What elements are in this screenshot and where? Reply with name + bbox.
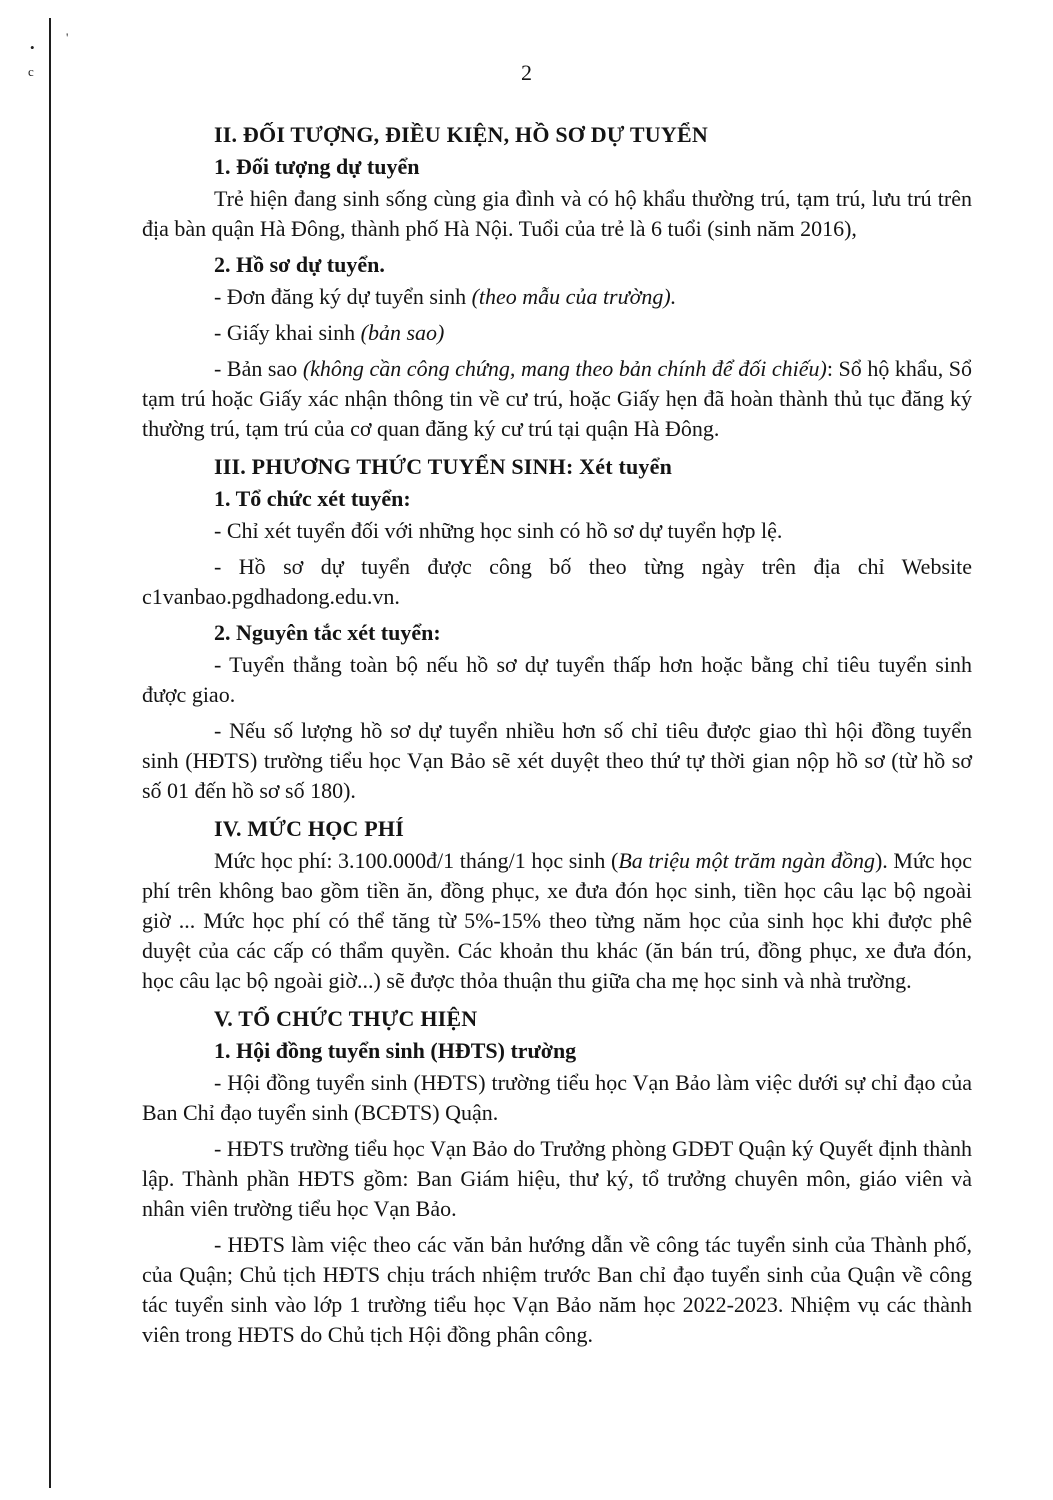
page-number: 2	[521, 60, 532, 85]
list-item: - Hồ sơ dự tuyển được công bố theo từng ngày trên địa chỉ Website c1vanbao.pgdhadong.edu.vn.	[142, 554, 972, 609]
list-item: - Giấy khai sinh (bản sao)	[214, 320, 445, 345]
list-item: - Đơn đăng ký dự tuyển sinh (theo mẫu của trường).	[214, 284, 677, 309]
margin-mark: •	[30, 40, 35, 55]
list-item: - Hội đồng tuyển sinh (HĐTS) trường tiểu học Vạn Bảo làm việc dưới sự chỉ đạo của Ban Chỉ đạo tuyển sinh (BCĐTS) Quận.	[142, 1070, 972, 1125]
margin-mark: '	[66, 30, 69, 45]
list-item: - HĐTS trường tiểu học Vạn Bảo do Trưởng phòng GDĐT Quận ký Quyết định thành lập. Thành phần HĐTS gồm: Ban Giám hiệu, thư ký, tổ trưởng chuyên môn, giáo viên và nhân viên trường tiểu học Vạn Bảo.	[142, 1136, 972, 1221]
paragraph-hoc-phi: Mức học phí: 3.100.000đ/1 tháng/1 học sinh (Ba triệu một trăm ngàn đồng). Mức học phí trên không bao gồm tiền ăn, đồng phục, xe đưa đón học sinh, tiền học câu lạc bộ ngoài giờ ... Mức học phí có thể tăng từ 5%-15% theo từng năm học của sinh học khi được phê duyệt của các cấp có thẩm quyền. Các khoản thu khác (ăn bán trú, đồng phục, xe đưa đón, học câu lạc bộ ngoài giờ...) sẽ được thỏa thuận thu giữa cha mẹ học sinh và nhà trường.	[142, 848, 973, 993]
section-heading-ii: II. ĐỐI TƯỢNG, ĐIỀU KIỆN, HỒ SƠ DỰ TUYỂN	[214, 122, 708, 147]
paragraph-doi-tuong: Trẻ hiện đang sinh sống cùng gia đình và có hộ khẩu thường trú, tạm trú, lưu trú trên địa bàn quận Hà Đông, thành phố Hà Nội. Tuổi của trẻ là 6 tuổi (sinh năm 2016),	[142, 186, 972, 241]
section-heading-iv: IV. MỨC HỌC PHÍ	[214, 816, 404, 841]
list-item: - HĐTS làm việc theo các văn bản hướng dẫn về công tác tuyển sinh của Thành phố, của Quận; Chủ tịch HĐTS chịu trách nhiệm trước Ban chỉ đạo tuyển sinh của Quận về công tác tuyển sinh vào lớp 1 trường tiểu học Vạn Bảo năm học 2022-2023. Nhiệm vụ các thành viên trong HĐTS do Chủ tịch Hội đồng phân công.	[142, 1232, 972, 1347]
subheading-doi-tuong: 1. Đối tượng dự tuyển	[214, 154, 420, 179]
subheading-ho-so: 2. Hồ sơ dự tuyển.	[214, 252, 385, 277]
document-body	[142, 112, 972, 1356]
list-item: - Chỉ xét tuyển đối với những học sinh có hồ sơ dự tuyển hợp lệ.	[214, 518, 783, 543]
subheading-to-chuc-xet-tuyen: 1. Tổ chức xét tuyển:	[214, 486, 411, 511]
list-item: - Nếu số lượng hồ sơ dự tuyển nhiều hơn số chỉ tiêu được giao thì hội đồng tuyển sinh (HĐTS) trường tiểu học Vạn Bảo sẽ xét duyệt theo thứ tự thời gian nộp hồ sơ (từ hồ sơ số 01 đến hồ sơ số 180).	[142, 718, 972, 803]
list-item: - Bản sao (không cần công chứng, mang theo bản chính để đối chiếu): Sổ hộ khẩu, Sổ tạm trú hoặc Giấy xác nhận thông tin về cư trú, hoặc Giấy hẹn đã hoàn thành thủ tục đăng ký thường trú, tạm trú của cơ quan đăng ký cư trú tại quận Hà Đông.	[142, 356, 972, 441]
margin-mark: c	[28, 64, 34, 79]
list-item: - Tuyển thẳng toàn bộ nếu hồ sơ dự tuyển thấp hơn hoặc bằng chỉ tiêu tuyển sinh được giao.	[142, 652, 972, 707]
subheading-hoi-dong: 1. Hội đồng tuyển sinh (HĐTS) trường	[214, 1038, 577, 1063]
scan-binding-edge	[49, 18, 51, 1488]
section-heading-iii: III. PHƯƠNG THỨC TUYỂN SINH: Xét tuyển	[214, 454, 673, 479]
subheading-nguyen-tac: 2. Nguyên tắc xét tuyển:	[214, 620, 441, 645]
section-heading-v: V. TỔ CHỨC THỰC HIỆN	[214, 1006, 478, 1031]
